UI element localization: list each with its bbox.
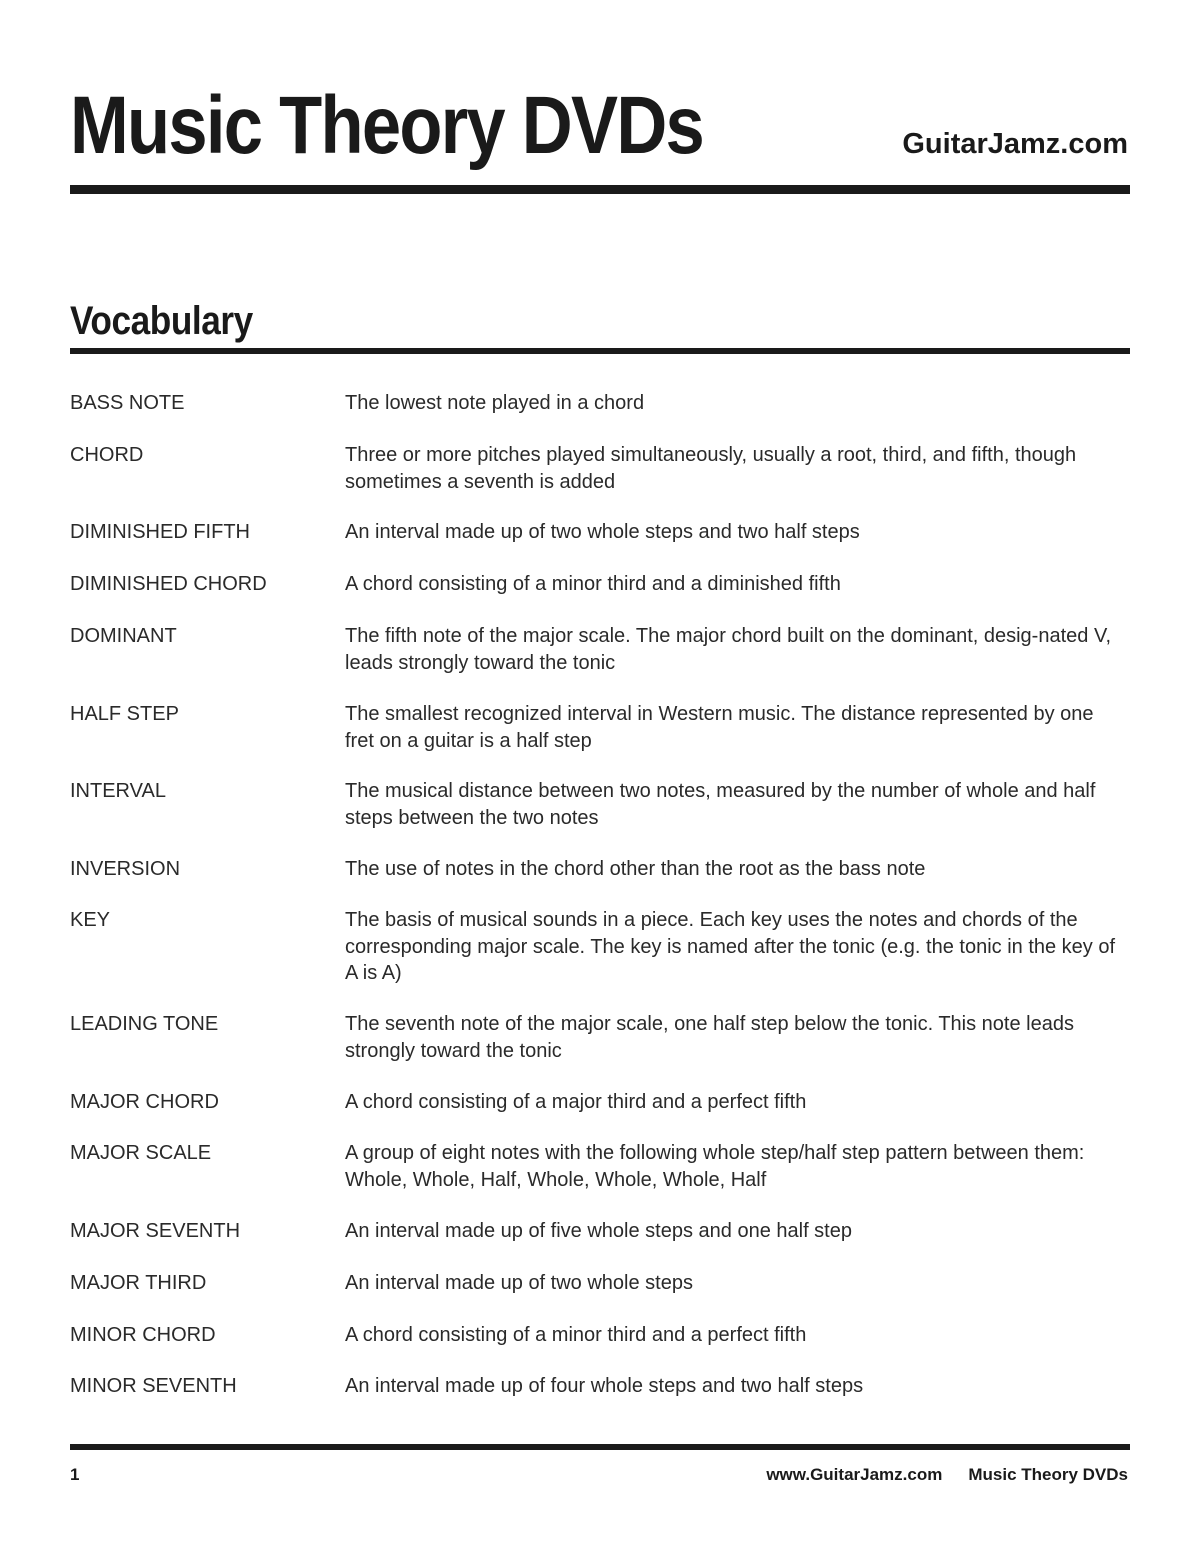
vocab-definition: The use of notes in the chord other than the root as the bass note (345, 858, 926, 880)
vocab-definition: An interval made up of two whole steps and two half steps (345, 521, 860, 543)
vocab-term: MAJOR SEVENTH (70, 1220, 241, 1242)
vocab-definition: A chord consisting of a minor third and a diminished fifth (345, 573, 841, 595)
vocab-term: MINOR CHORD (70, 1324, 216, 1346)
vocab-term: DIMINISHED CHORD (70, 573, 267, 595)
vocab-term: INVERSION (70, 858, 181, 880)
page-title: Music Theory DVDs (70, 80, 704, 171)
vocab-term: MINOR SEVENTH (70, 1375, 237, 1397)
vocab-term: HALF STEP (70, 703, 179, 725)
vocab-term: DOMINANT (70, 625, 177, 647)
site-name: GuitarJamz.com (902, 128, 1128, 160)
vocab-term: INTERVAL (70, 780, 166, 802)
footer-url: www.GuitarJamz.com (766, 1465, 943, 1484)
vocab-term: KEY (70, 909, 111, 931)
vocab-definition: The basis of musical sounds in a piece. Each key uses the notes and chords of the corresponding major scale. The key is named after the tonic (e.g. the tonic in the key of A is A) (345, 909, 1116, 984)
section-divider (70, 348, 1130, 354)
vocab-definition: The lowest note played in a chord (345, 392, 645, 414)
vocab-definition: An interval made up of four whole steps and two half steps (345, 1375, 864, 1397)
header-divider (70, 185, 1130, 194)
vocab-definition: A chord consisting of a minor third and a perfect fifth (345, 1324, 807, 1346)
page-number: 1 (70, 1465, 80, 1484)
vocab-definition: The seventh note of the major scale, one half step below the tonic. This note leads strongly toward the tonic (345, 1013, 1074, 1062)
footer-info (766, 1464, 1128, 1486)
vocab-term: CHORD (70, 444, 144, 466)
footer-title: Music Theory DVDs (968, 1465, 1128, 1484)
vocab-definition: Three or more pitches played simultaneously, usually a root, third, and fifth, though sometimes a seventh is added (345, 444, 1077, 493)
vocab-definition: A chord consisting of a major third and a perfect fifth (345, 1091, 807, 1113)
vocab-term: MAJOR CHORD (70, 1091, 219, 1113)
vocab-term: LEADING TONE (70, 1013, 219, 1035)
vocab-definition: The musical distance between two notes, measured by the number of whole and half steps between the two notes (345, 780, 1096, 829)
footer-divider (70, 1444, 1130, 1450)
vocab-term: MAJOR SCALE (70, 1142, 212, 1164)
section-heading: Vocabulary (70, 299, 253, 343)
vocab-definition: An interval made up of five whole steps and one half step (345, 1220, 852, 1242)
vocab-definition: The smallest recognized interval in Western music. The distance represented by one fret on a guitar is a half step (345, 703, 1094, 752)
vocab-definition: The fifth note of the major scale. The major chord built on the dominant, desig-nated V, leads strongly toward the tonic (345, 625, 1112, 674)
vocab-definition: An interval made up of two whole steps (345, 1272, 693, 1294)
vocab-term: DIMINISHED FIFTH (70, 521, 250, 543)
vocab-definition: A group of eight notes with the following whole step/half step pattern between them: Whole, Whole, Half, Whole, Whole, Whole, Half (345, 1142, 1085, 1191)
vocab-term: BASS NOTE (70, 392, 185, 414)
vocab-term: MAJOR THIRD (70, 1272, 207, 1294)
